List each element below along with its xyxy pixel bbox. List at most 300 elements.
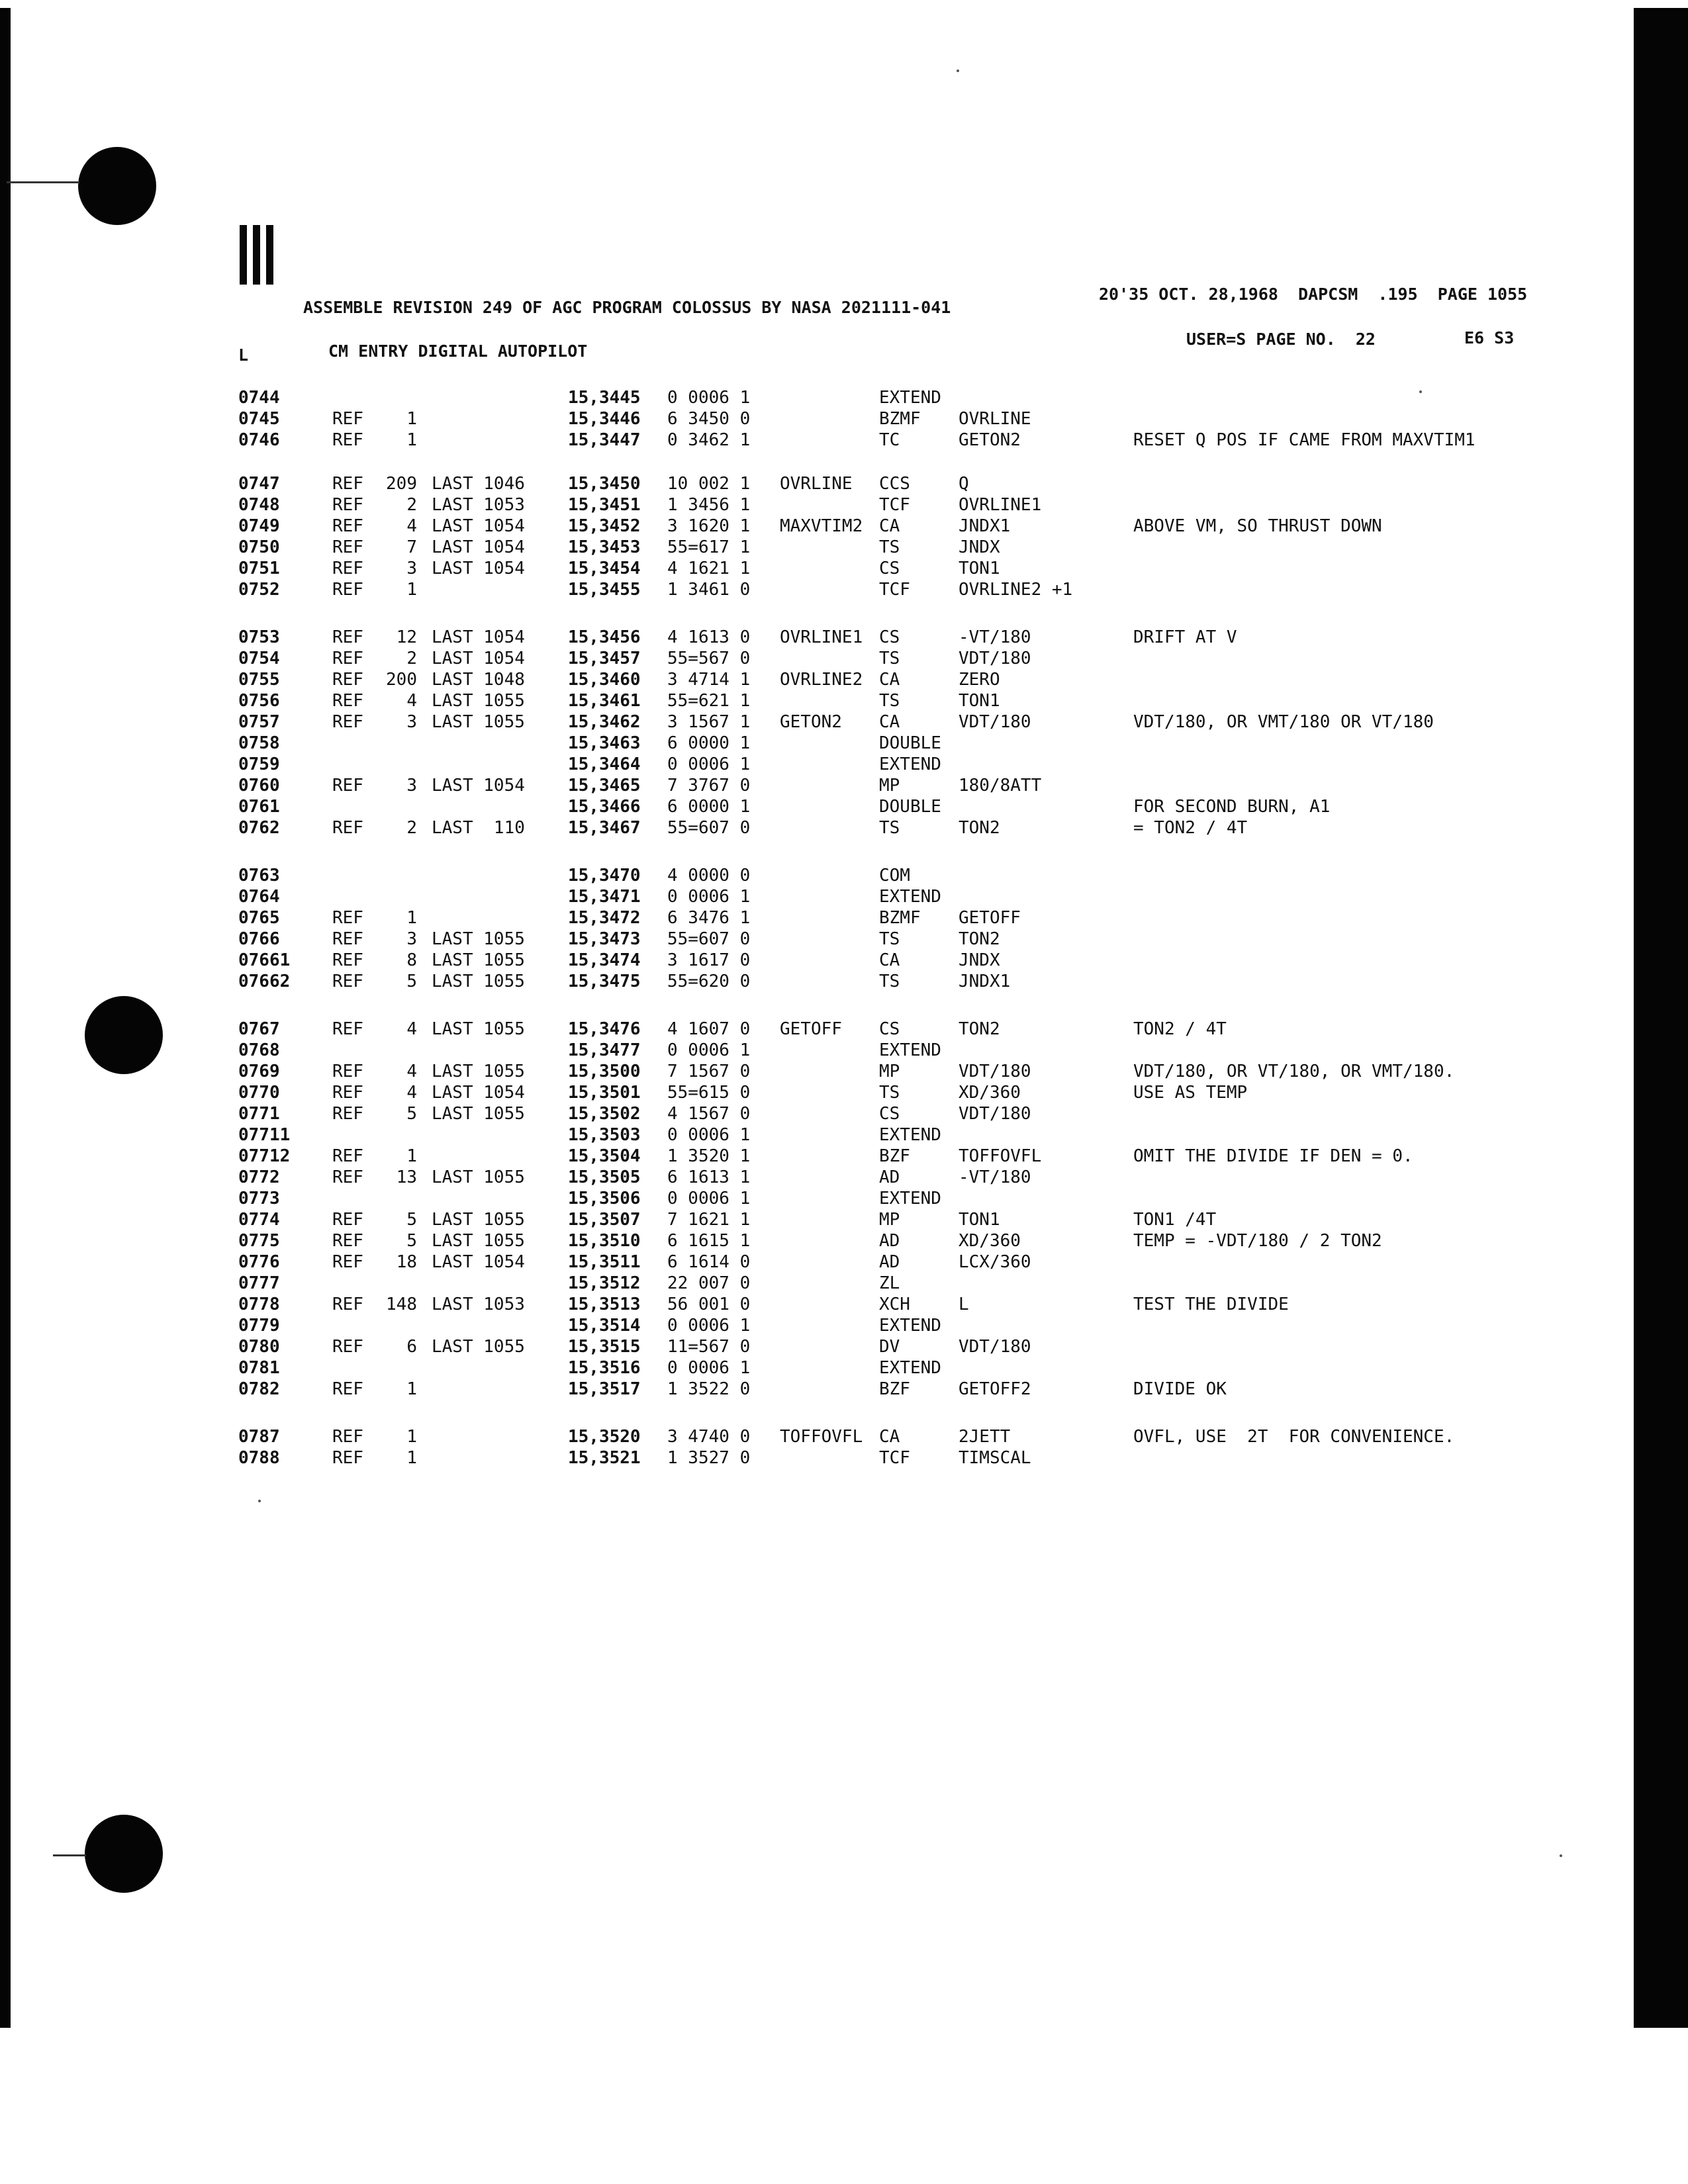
listing-op: MP [879,1210,900,1230]
punch-hole-middle [85,996,163,1074]
listing-addr: 15,3475 [568,972,641,991]
listing-code: 11=567 0 [667,1337,751,1357]
listing-ref: REF [332,1379,363,1399]
listing-op: CA [879,950,900,970]
listing-addr: 15,3454 [568,559,641,578]
listing-last: LAST 1055 [432,691,525,711]
listing-ref: REF [332,1019,363,1039]
listing-loc: 0747 [238,474,280,494]
listing-operand: -VT/180 [959,1167,1031,1187]
punch-hole-mark [7,181,79,183]
listing-label: OVRLINE1 [780,627,863,647]
listing-operand: TON1 [959,1210,1000,1230]
listing-operand: JNDX1 [959,516,1011,536]
listing-addr: 15,3456 [568,627,641,647]
listing-comment: = TON2 / 4T [1133,818,1248,838]
punch-hole-mark [53,1854,86,1856]
listing-ref: REF [332,649,363,668]
listing-ref: REF [332,559,363,578]
listing-op: XCH [879,1295,910,1314]
listing-addr: 15,3446 [568,409,641,429]
listing-ref: REF [332,537,363,557]
listing-operand: GETOFF [959,908,1021,928]
listing-code: 6 1615 1 [667,1231,751,1251]
listing-op: TCF [879,580,910,600]
listing-refn: 2 [406,818,417,838]
listing-comment: OVFL, USE 2T FOR CONVENIENCE. [1133,1427,1455,1447]
listing-addr: 15,3472 [568,908,641,928]
listing-refn: 5 [406,1231,417,1251]
listing-loc: 0787 [238,1427,280,1447]
listing-refn: 7 [406,537,417,557]
listing-code: 6 3450 0 [667,409,751,429]
listing-loc: 0762 [238,818,280,838]
listing-loc: 0775 [238,1231,280,1251]
listing-operand: TON2 [959,818,1000,838]
listing-addr: 15,3470 [568,866,641,886]
listing-op: CA [879,670,900,690]
listing-operand: L [959,1295,969,1314]
listing-loc: 0754 [238,649,280,668]
listing-last: LAST 1054 [432,559,525,578]
listing-refn: 1 [406,1146,417,1166]
listing-operand: JNDX [959,537,1000,557]
listing-addr: 15,3455 [568,580,641,600]
listing-code: 0 0006 1 [667,1189,751,1208]
listing-op: BZMF [879,908,921,928]
listing-operand: TON2 [959,1019,1000,1039]
listing-code: 3 1617 0 [667,950,751,970]
listing-refn: 5 [406,972,417,991]
listing-refn: 1 [406,1448,417,1468]
scan-speck [258,1500,261,1502]
listing-code: 0 0006 1 [667,1316,751,1336]
listing-ref: REF [332,1252,363,1272]
listing-refn: 4 [406,691,417,711]
listing-addr: 15,3463 [568,733,641,753]
listing-ref: REF [332,670,363,690]
listing-refn: 3 [406,559,417,578]
listing-refn: 1 [406,1427,417,1447]
listing-loc: 0777 [238,1273,280,1293]
listing-ref: REF [332,950,363,970]
listing-operand: TON2 [959,929,1000,949]
listing-addr: 15,3511 [568,1252,641,1272]
listing-addr: 15,3513 [568,1295,641,1314]
listing-operand: TON1 [959,691,1000,711]
scan-speck [1560,1854,1562,1857]
listing-ref: REF [332,1295,363,1314]
listing-code: 3 4740 0 [667,1427,751,1447]
listing-ref: REF [332,1427,363,1447]
listing-operand: GETON2 [959,430,1021,450]
listing-op: ZL [879,1273,900,1293]
listing-op: EXTEND [879,754,941,774]
listing-addr: 15,3502 [568,1104,641,1124]
listing-code: 4 1613 0 [667,627,751,647]
listing-addr: 15,3466 [568,797,641,817]
listing-code: 1 3522 0 [667,1379,751,1399]
listing-last: LAST 1055 [432,1210,525,1230]
listing-last: LAST 1055 [432,1231,525,1251]
listing-label: GETOFF [780,1019,842,1039]
listing-label: OVRLINE [780,474,853,494]
listing-op: TS [879,929,900,949]
listing-ref: REF [332,409,363,429]
listing-last: LAST 1055 [432,1062,525,1081]
listing-addr: 15,3510 [568,1231,641,1251]
listing-operand: JNDX1 [959,972,1011,991]
listing-last: LAST 1055 [432,712,525,732]
listing-loc: 0773 [238,1189,280,1208]
listing-op: CA [879,1427,900,1447]
listing-loc: 0756 [238,691,280,711]
listing-ref: REF [332,1104,363,1124]
listing-op: DV [879,1337,900,1357]
listing-ref: REF [332,1146,363,1166]
listing-op: DOUBLE [879,733,941,753]
listing-code: 4 1607 0 [667,1019,751,1039]
page-code: E6 S3 [1464,328,1515,347]
listing-operand: TIMSCAL [959,1448,1031,1468]
listing-addr: 15,3515 [568,1337,641,1357]
listing-loc: 0752 [238,580,280,600]
listing-header: ASSEMBLE REVISION 249 OF AGC PROGRAM COLOSSUS BY NASA 2021111-041 [303,298,951,317]
listing-addr: 15,3516 [568,1358,641,1378]
listing-operand: JNDX [959,950,1000,970]
listing-code: 7 3767 0 [667,776,751,796]
listing-code: 4 0000 0 [667,866,751,886]
listing-op: AD [879,1231,900,1251]
listing-comment: DRIFT AT V [1133,627,1237,647]
user-page-number: USER=S PAGE NO. 22 [1186,330,1376,349]
listing-op: EXTEND [879,1358,941,1378]
listing-loc: 0746 [238,430,280,450]
listing-op: CA [879,516,900,536]
listing-op: TS [879,1083,900,1103]
listing-loc: 0761 [238,797,280,817]
listing-code: 56 001 0 [667,1295,751,1314]
listing-refn: 2 [406,649,417,668]
listing-refn: 200 [386,670,417,690]
listing-loc: 0780 [238,1337,280,1357]
listing-comment: FOR SECOND BURN, A1 [1133,797,1331,817]
listing-op: CS [879,1104,900,1124]
listing-addr: 15,3462 [568,712,641,732]
listing-comment: OMIT THE DIVIDE IF DEN = 0. [1133,1146,1413,1166]
listing-op: DOUBLE [879,797,941,817]
listing-operand: ZERO [959,670,1000,690]
listing-loc: 0748 [238,495,280,515]
listing-operand: XD/360 [959,1231,1021,1251]
listing-last: LAST 1055 [432,950,525,970]
listing-comment: USE AS TEMP [1133,1083,1248,1103]
listing-refn: 1 [406,1379,417,1399]
listing-addr: 15,3517 [568,1379,641,1399]
listing-ref: REF [332,1083,363,1103]
listing-refn: 1 [406,580,417,600]
listing-code: 4 1567 0 [667,1104,751,1124]
listing-loc: 07662 [238,972,291,991]
listing-op: TS [879,972,900,991]
listing-loc: 0750 [238,537,280,557]
listing-ref: REF [332,712,363,732]
listing-addr: 15,3504 [568,1146,641,1166]
listing-loc: 0778 [238,1295,280,1314]
listing-code: 55=607 0 [667,818,751,838]
listing-op: CA [879,712,900,732]
listing-loc: 0745 [238,409,280,429]
listing-ref: REF [332,818,363,838]
listing-loc: 0759 [238,754,280,774]
listing-last: LAST 110 [432,818,525,838]
listing-op: CS [879,627,900,647]
listing-ref: REF [332,972,363,991]
listing-loc: 07661 [238,950,291,970]
listing-code: 6 1614 0 [667,1252,751,1272]
listing-refn: 148 [386,1295,417,1314]
listing-ref: REF [332,495,363,515]
listing-addr: 15,3461 [568,691,641,711]
listing-code: 7 1567 0 [667,1062,751,1081]
listing-code: 4 1621 1 [667,559,751,578]
listing-last: LAST 1055 [432,929,525,949]
listing-code: 0 0006 1 [667,1040,751,1060]
listing-refn: 18 [396,1252,417,1272]
listing-addr: 15,3501 [568,1083,641,1103]
listing-last: LAST 1054 [432,516,525,536]
listing-comment: TON1 /4T [1133,1210,1217,1230]
listing-addr: 15,3512 [568,1273,641,1293]
listing-refn: 13 [396,1167,417,1187]
listing-refn: 5 [406,1104,417,1124]
listing-code: 0 0006 1 [667,388,751,408]
listing-ref: REF [332,516,363,536]
scan-edge-right [1634,8,1688,2028]
listing-op: CS [879,1019,900,1039]
listing-comment: TEMP = -VDT/180 / 2 TON2 [1133,1231,1382,1251]
listing-refn: 209 [386,474,417,494]
listing-operand: VDT/180 [959,1062,1031,1081]
section-title: CM ENTRY DIGITAL AUTOPILOT [328,341,588,361]
scan-edge-left [0,8,11,2028]
listing-addr: 15,3505 [568,1167,641,1187]
listing-last: LAST 1053 [432,495,525,515]
listing-op: TS [879,537,900,557]
listing-code: 1 3456 1 [667,495,751,515]
listing-code: 6 0000 1 [667,797,751,817]
listing-loc: 0788 [238,1448,280,1468]
listing-code: 55=567 0 [667,649,751,668]
listing-op: COM [879,866,910,886]
listing-loc: 0769 [238,1062,280,1081]
listing-loc: 0749 [238,516,280,536]
listing-operand: Q [959,474,969,494]
listing-last: LAST 1046 [432,474,525,494]
listing-addr: 15,3500 [568,1062,641,1081]
listing-op: CCS [879,474,910,494]
listing-comment: TON2 / 4T [1133,1019,1227,1039]
listing-addr: 15,3507 [568,1210,641,1230]
listing-ref: REF [332,929,363,949]
listing-last: LAST 1055 [432,1104,525,1124]
listing-op: TS [879,649,900,668]
listing-code: 10 002 1 [667,474,751,494]
listing-operand: 180/8ATT [959,776,1042,796]
listing-code: 55=607 0 [667,929,751,949]
listing-ref: REF [332,908,363,928]
listing-loc: 0766 [238,929,280,949]
listing-comment: TEST THE DIVIDE [1133,1295,1289,1314]
listing-comment: VDT/180, OR VMT/180 OR VT/180 [1133,712,1434,732]
listing-addr: 15,3452 [568,516,641,536]
listing-code: 22 007 0 [667,1273,751,1293]
listing-last: LAST 1048 [432,670,525,690]
listing-operand: -VT/180 [959,627,1031,647]
listing-label: TOFFOVFL [780,1427,863,1447]
listing-last: LAST 1054 [432,1252,525,1272]
listing-code: 0 0006 1 [667,887,751,907]
listing-op: TS [879,691,900,711]
listing-operand: 2JETT [959,1427,1011,1447]
listing-operand: XD/360 [959,1083,1021,1103]
listing-last: LAST 1054 [432,627,525,647]
listing-addr: 15,3460 [568,670,641,690]
listing-loc: 0764 [238,887,280,907]
scan-speck [1419,390,1422,393]
listing-op: MP [879,1062,900,1081]
listing-label: OVRLINE2 [780,670,863,690]
listing-ref: REF [332,1210,363,1230]
listing-ref: REF [332,691,363,711]
listing-loc: 0765 [238,908,280,928]
listing-code: 1 3520 1 [667,1146,751,1166]
listing-loc: 0768 [238,1040,280,1060]
listing-last: LAST 1055 [432,1019,525,1039]
listing-ref: REF [332,1231,363,1251]
listing-loc: 0744 [238,388,280,408]
listing-operand: VDT/180 [959,1104,1031,1124]
listing-loc: 0781 [238,1358,280,1378]
listing-loc: 07712 [238,1146,291,1166]
listing-op: EXTEND [879,887,941,907]
listing-refn: 5 [406,1210,417,1230]
listing-refn: 8 [406,950,417,970]
listing-refn: 6 [406,1337,417,1357]
listing-addr: 15,3453 [568,537,641,557]
listing-refn: 4 [406,516,417,536]
listing-code: 55=617 1 [667,537,751,557]
listing-loc: 0760 [238,776,280,796]
listing-refn: 1 [406,409,417,429]
listing-loc: 0751 [238,559,280,578]
listing-addr: 15,3473 [568,929,641,949]
listing-addr: 15,3447 [568,430,641,450]
listing-refn: 3 [406,776,417,796]
listing-last: LAST 1054 [432,776,525,796]
listing-comment: ABOVE VM, SO THRUST DOWN [1133,516,1382,536]
listing-addr: 15,3520 [568,1427,641,1447]
listing-refn: 2 [406,495,417,515]
listing-code: 0 3462 1 [667,430,751,450]
listing-op: TC [879,430,900,450]
listing-op: TCF [879,495,910,515]
listing-comment: DIVIDE OK [1133,1379,1227,1399]
listing-loc: 0763 [238,866,280,886]
listing-refn: 1 [406,908,417,928]
listing-label: GETON2 [780,712,842,732]
listing-code: 6 1613 1 [667,1167,751,1187]
listing-operand: VDT/180 [959,712,1031,732]
listing-code: 6 0000 1 [667,733,751,753]
listing-operand: OVRLINE2 +1 [959,580,1073,600]
listing-op: CS [879,559,900,578]
listing-operand: OVRLINE1 [959,495,1042,515]
listing-label: MAXVTIM2 [780,516,863,536]
listing-loc: 0771 [238,1104,280,1124]
listing-operand: TON1 [959,559,1000,578]
listing-code: 55=615 0 [667,1083,751,1103]
listing-loc: 07711 [238,1125,291,1145]
listing-ref: REF [332,1448,363,1468]
listing-refn: 4 [406,1083,417,1103]
listing-last: LAST 1054 [432,537,525,557]
listing-loc: 0774 [238,1210,280,1230]
listing-loc: 0772 [238,1167,280,1187]
listing-last: LAST 1054 [432,1083,525,1103]
listing-ref: REF [332,430,363,450]
listing-last: LAST 1054 [432,649,525,668]
listing-code: 55=620 0 [667,972,751,991]
listing-loc: 0770 [238,1083,280,1103]
listing-ref: REF [332,474,363,494]
listing-addr: 15,3451 [568,495,641,515]
listing-operand: LCX/360 [959,1252,1031,1272]
listing-addr: 15,3467 [568,818,641,838]
listing-op: TCF [879,1448,910,1468]
listing-addr: 15,3476 [568,1019,641,1039]
listing-refn: 4 [406,1019,417,1039]
listing-addr: 15,3465 [568,776,641,796]
punch-hole-bottom [85,1815,163,1893]
listing-op: EXTEND [879,1316,941,1336]
listing-ref: REF [332,580,363,600]
listing-addr: 15,3477 [568,1040,641,1060]
listing-comment: RESET Q POS IF CAME FROM MAXVTIM1 [1133,430,1476,450]
listing-code: 7 1621 1 [667,1210,751,1230]
listing-operand: TOFFOVFL [959,1146,1042,1166]
listing-loc: 0755 [238,670,280,690]
listing-op: BZMF [879,409,921,429]
listing-loc: 0776 [238,1252,280,1272]
listing-code: 3 1567 1 [667,712,751,732]
listing-addr: 15,3471 [568,887,641,907]
listing-last: LAST 1055 [432,1337,525,1357]
listing-code: 1 3461 0 [667,580,751,600]
listing-loc: 0753 [238,627,280,647]
listing-refn: 1 [406,430,417,450]
listing-addr: 15,3506 [568,1189,641,1208]
listing-op: AD [879,1167,900,1187]
listing-ref: REF [332,776,363,796]
listing-ref: REF [332,1062,363,1081]
listing-loc: 0782 [238,1379,280,1399]
listing-ref: REF [332,627,363,647]
section-marker: L [238,345,249,365]
listing-timestamp: 20'35 OCT. 28,1968 DAPCSM .195 PAGE 1055 [1099,285,1528,304]
listing-op: EXTEND [879,1189,941,1208]
listing-refn: 3 [406,929,417,949]
